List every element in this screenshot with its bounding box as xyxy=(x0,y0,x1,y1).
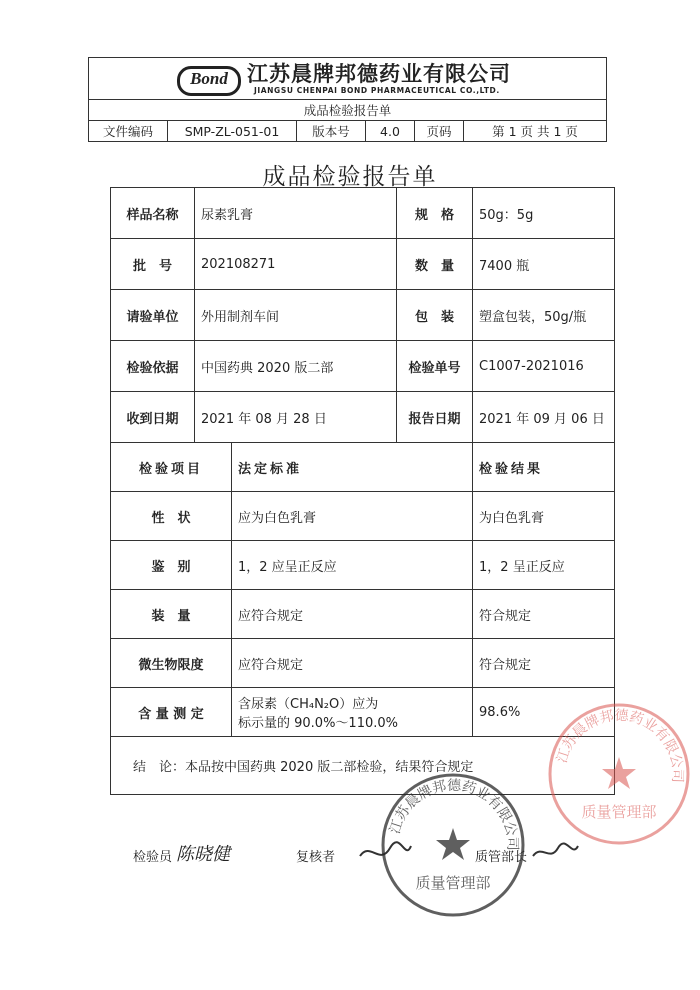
test-standard xyxy=(232,688,473,737)
test-item: 鉴 别 xyxy=(111,541,232,590)
inspector-label: 检验员 xyxy=(133,850,173,865)
quality-dept-stamp-red xyxy=(545,700,693,848)
info-value: 202108271 xyxy=(195,239,397,290)
version-value: 4.0 xyxy=(366,121,415,142)
info-label: 请验单位 xyxy=(111,290,195,341)
header-item: 检验项目 xyxy=(111,443,232,492)
page-label: 页码 xyxy=(415,121,464,142)
info-value: 尿素乳膏 xyxy=(195,188,397,239)
reviewer-label: 复核者 xyxy=(296,850,336,865)
info-row xyxy=(111,239,615,290)
test-standard-line: 标示量的 90.0%～110.0% xyxy=(238,716,398,731)
company-name-cn: 江苏晨牌邦德药业有限公司 xyxy=(247,62,511,86)
info-value: C1007-2021016 xyxy=(473,341,615,392)
doc-no-label: 文件编码 xyxy=(89,121,168,142)
info-label: 检验单号 xyxy=(397,341,473,392)
bond-logo: Bond xyxy=(177,66,241,96)
info-row xyxy=(111,341,615,392)
info-label: 数 量 xyxy=(397,239,473,290)
document-header xyxy=(88,57,607,142)
info-label: 批 号 xyxy=(111,239,195,290)
page-value: 第 1 页 共 1 页 xyxy=(464,121,607,142)
conclusion-text: 结 论：本品按中国药典 2020 版二部检验，结果符合规定 xyxy=(111,737,615,795)
info-label: 样品名称 xyxy=(111,188,195,239)
info-value: 中国药典 2020 版二部 xyxy=(195,341,397,392)
stamp-center-text: 质量管理部 xyxy=(415,874,491,892)
test-result: 1，2 呈正反应 xyxy=(473,541,615,590)
info-value: 50g：5g xyxy=(473,188,615,239)
info-value: 外用制剂车间 xyxy=(195,290,397,341)
test-item: 性 状 xyxy=(111,492,232,541)
test-standard-line: 含尿素（CH₄N₂O）应为 xyxy=(238,697,379,712)
form-title: 成品检验报告单 xyxy=(89,100,607,121)
test-item: 装 量 xyxy=(111,590,232,639)
test-result: 符合规定 xyxy=(473,590,615,639)
test-standard: 应为白色乳膏 xyxy=(232,492,473,541)
manager-label: 质管部长 xyxy=(475,850,528,865)
tests-header-row xyxy=(111,443,615,492)
info-row xyxy=(111,188,615,239)
test-row xyxy=(111,492,615,541)
test-item: 含 量 测 定 xyxy=(111,688,232,737)
report-table xyxy=(110,187,615,795)
info-label: 检验依据 xyxy=(111,341,195,392)
test-result: 符合规定 xyxy=(473,639,615,688)
report-title: 成品检验报告单 xyxy=(262,164,438,190)
doc-no-value: SMP-ZL-051-01 xyxy=(168,121,297,142)
header-result: 检验结果 xyxy=(473,443,615,492)
conclusion-row xyxy=(111,737,615,795)
info-value: 塑盒包装，50g/瓶 xyxy=(473,290,615,341)
test-result: 为白色乳膏 xyxy=(473,492,615,541)
test-result: 98.6% xyxy=(473,688,615,737)
company-name-en: JIANGSU CHENPAI BOND PHARMACEUTICAL CO.,LTD. xyxy=(254,86,500,95)
header-standard: 法定标准 xyxy=(232,443,473,492)
star-icon xyxy=(436,828,470,860)
info-value: 2021 年 09 月 06 日 xyxy=(473,392,615,443)
stamp-center-text: 质量管理部 xyxy=(581,803,657,821)
test-standard: 1，2 应呈正反应 xyxy=(232,541,473,590)
test-row xyxy=(111,590,615,639)
info-row xyxy=(111,392,615,443)
stamp-ring-text: 江苏晨牌邦德药业有限公司 xyxy=(387,777,521,851)
info-value: 2021 年 08 月 28 日 xyxy=(195,392,397,443)
test-item: 微生物限度 xyxy=(111,639,232,688)
info-value: 7400 瓶 xyxy=(473,239,615,290)
test-row xyxy=(111,688,615,737)
info-label: 规 格 xyxy=(397,188,473,239)
star-icon xyxy=(602,757,636,789)
company-banner xyxy=(89,58,607,100)
test-row xyxy=(111,639,615,688)
version-label: 版本号 xyxy=(297,121,366,142)
info-label: 收到日期 xyxy=(111,392,195,443)
test-row xyxy=(111,541,615,590)
test-standard: 应符合规定 xyxy=(232,590,473,639)
info-label: 报告日期 xyxy=(397,392,473,443)
info-row xyxy=(111,290,615,341)
inspector-signature: 陈晓健 xyxy=(176,844,230,865)
test-standard: 应符合规定 xyxy=(232,639,473,688)
info-label: 包 装 xyxy=(397,290,473,341)
quality-dept-stamp xyxy=(378,770,528,920)
stamp-ring-text: 江苏晨牌邦德药业有限公司 xyxy=(554,707,686,784)
